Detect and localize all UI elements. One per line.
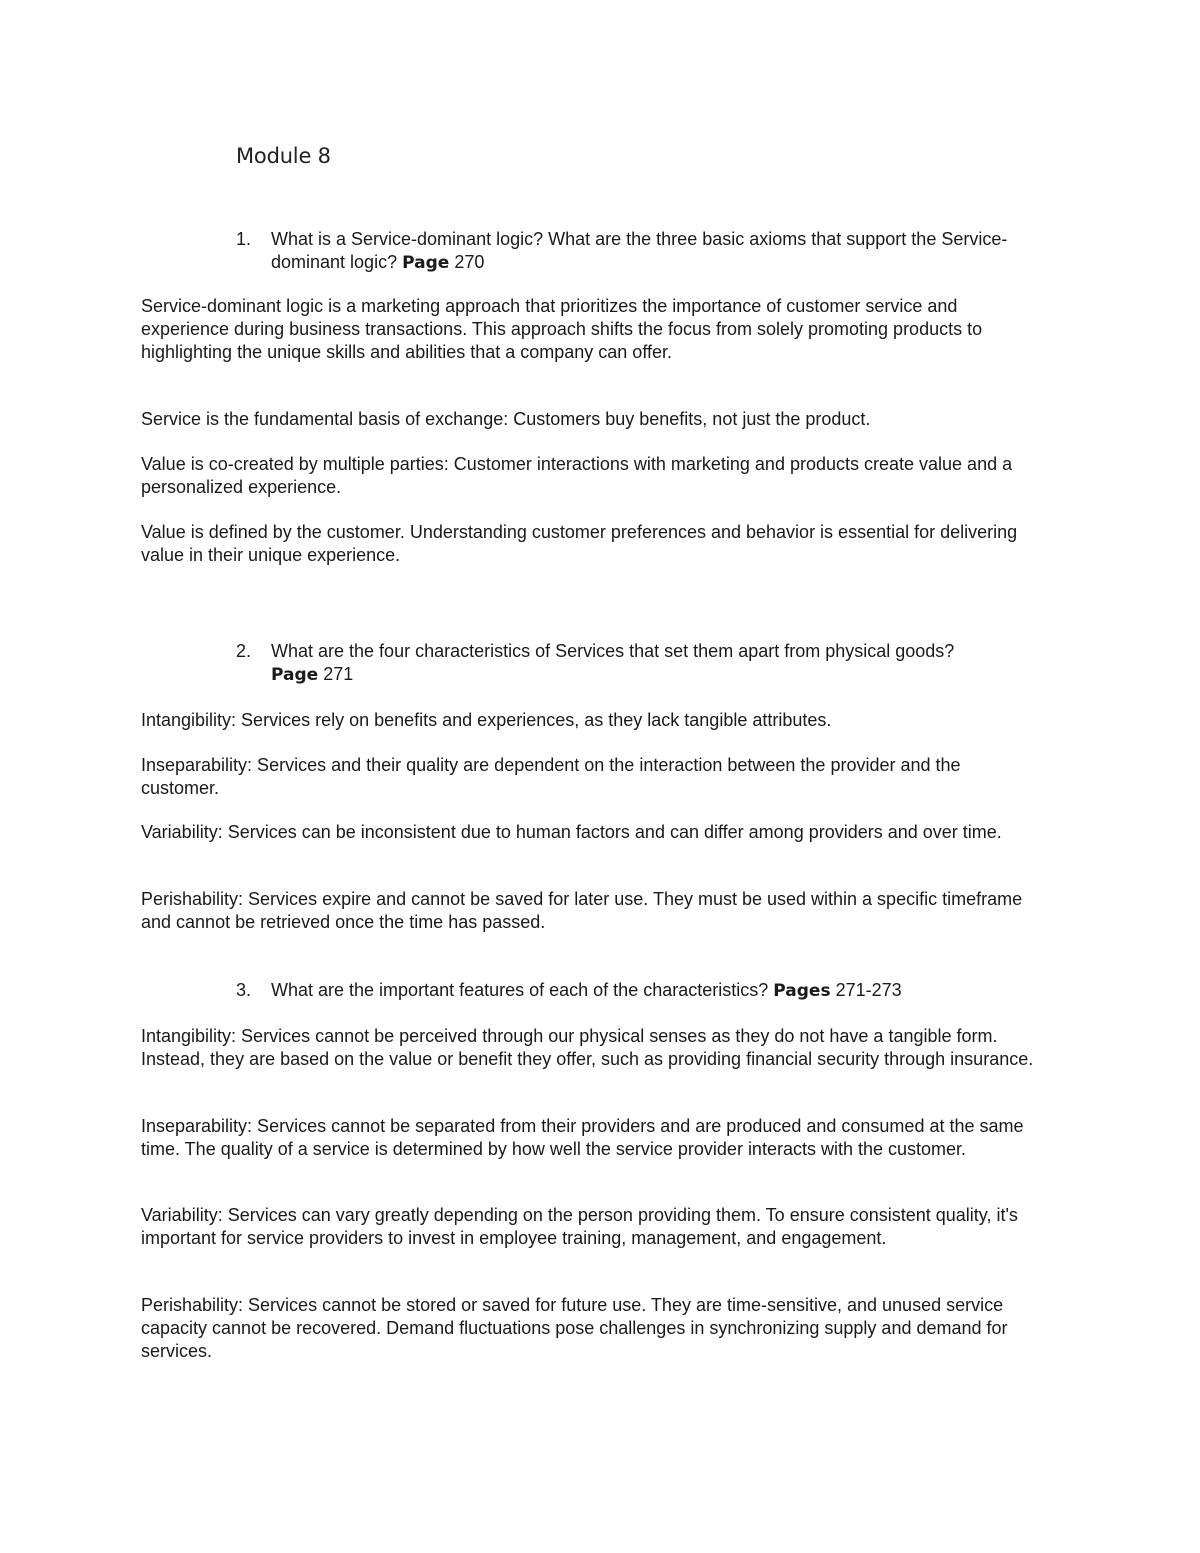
- answer-paragraph: Inseparability: Services cannot be separated from their providers and are produced and consumed at the same time. The quality of a service is determined by how well the service provider interacts with the customer.: [141, 1116, 1024, 1159]
- question-1: [236, 228, 1036, 274]
- question-number: 2.: [236, 641, 252, 661]
- page-label: Pages: [773, 981, 831, 1001]
- question-3: [236, 979, 1036, 1003]
- answer-paragraph: Value is defined by the customer. Understanding customer preferences and behavior is essential for delivering value in their unique experience.: [141, 522, 1018, 565]
- answer-paragraph: Inseparability: Services and their quality are dependent on the interaction between the provider and the customer.: [141, 755, 961, 798]
- answer-paragraph: Variability: Services can vary greatly depending on the person providing them. To ensure consistent quality, it's important for service providers to invest in employee training, management, and engagement.: [141, 1205, 1018, 1248]
- answer-paragraph: Variability: Services can be inconsistent due to human factors and can differ among providers and over time.: [141, 822, 1002, 842]
- answer-paragraph: Service-dominant logic is a marketing approach that prioritizes the importance of customer service and experience during business transactions. This approach shifts the focus from solely promoting products to highlighting the unique skills and abilities that a company can offer.: [141, 296, 983, 362]
- page-reference: 270: [454, 251, 485, 272]
- answer-paragraph: Intangibility: Services rely on benefits and experiences, as they lack tangible attributes.: [141, 710, 832, 730]
- answer-paragraph: Service is the fundamental basis of exchange: Customers buy benefits, not just the product.: [141, 409, 871, 429]
- page-label: Page: [402, 252, 450, 273]
- question-text: What are the important features of each of the characteristics? Pages 271-273: [271, 980, 902, 1001]
- answer-paragraph: Perishability: Services cannot be stored or saved for future use. They are time-sensitive, and unused service capacity cannot be recovered. Demand fluctuations pose challenges in synchronizing supply and demand for services.: [141, 1295, 1008, 1361]
- page-reference: 271: [323, 663, 354, 684]
- question-2: [236, 640, 1036, 686]
- answer-paragraph: Intangibility: Services cannot be perceived through our physical senses as they do not have a tangible form. Instead, they are based on the value or benefit they offer, such as providing financial security through insurance.: [141, 1026, 1034, 1069]
- page-reference: 271-273: [835, 980, 902, 1000]
- page-label: Page: [271, 664, 319, 685]
- question-number: 1.: [236, 229, 252, 249]
- question-text: What are the four characteristics of Services that set them apart from physical goods? Page 271: [271, 641, 955, 685]
- answer-paragraph: Perishability: Services expire and cannot be saved for later use. They must be used within a specific timeframe and cannot be retrieved once the time has passed.: [141, 889, 1023, 932]
- question-number: 3.: [236, 980, 252, 1000]
- answer-paragraph: Value is co-created by multiple parties: Customer interactions with marketing and products create value and a personalized experience.: [141, 454, 1013, 497]
- page-title: Module 8: [236, 144, 331, 168]
- question-text: What is a Service-dominant logic? What are the three basic axioms that support the Service-dominant logic? Page 270: [271, 229, 1008, 273]
